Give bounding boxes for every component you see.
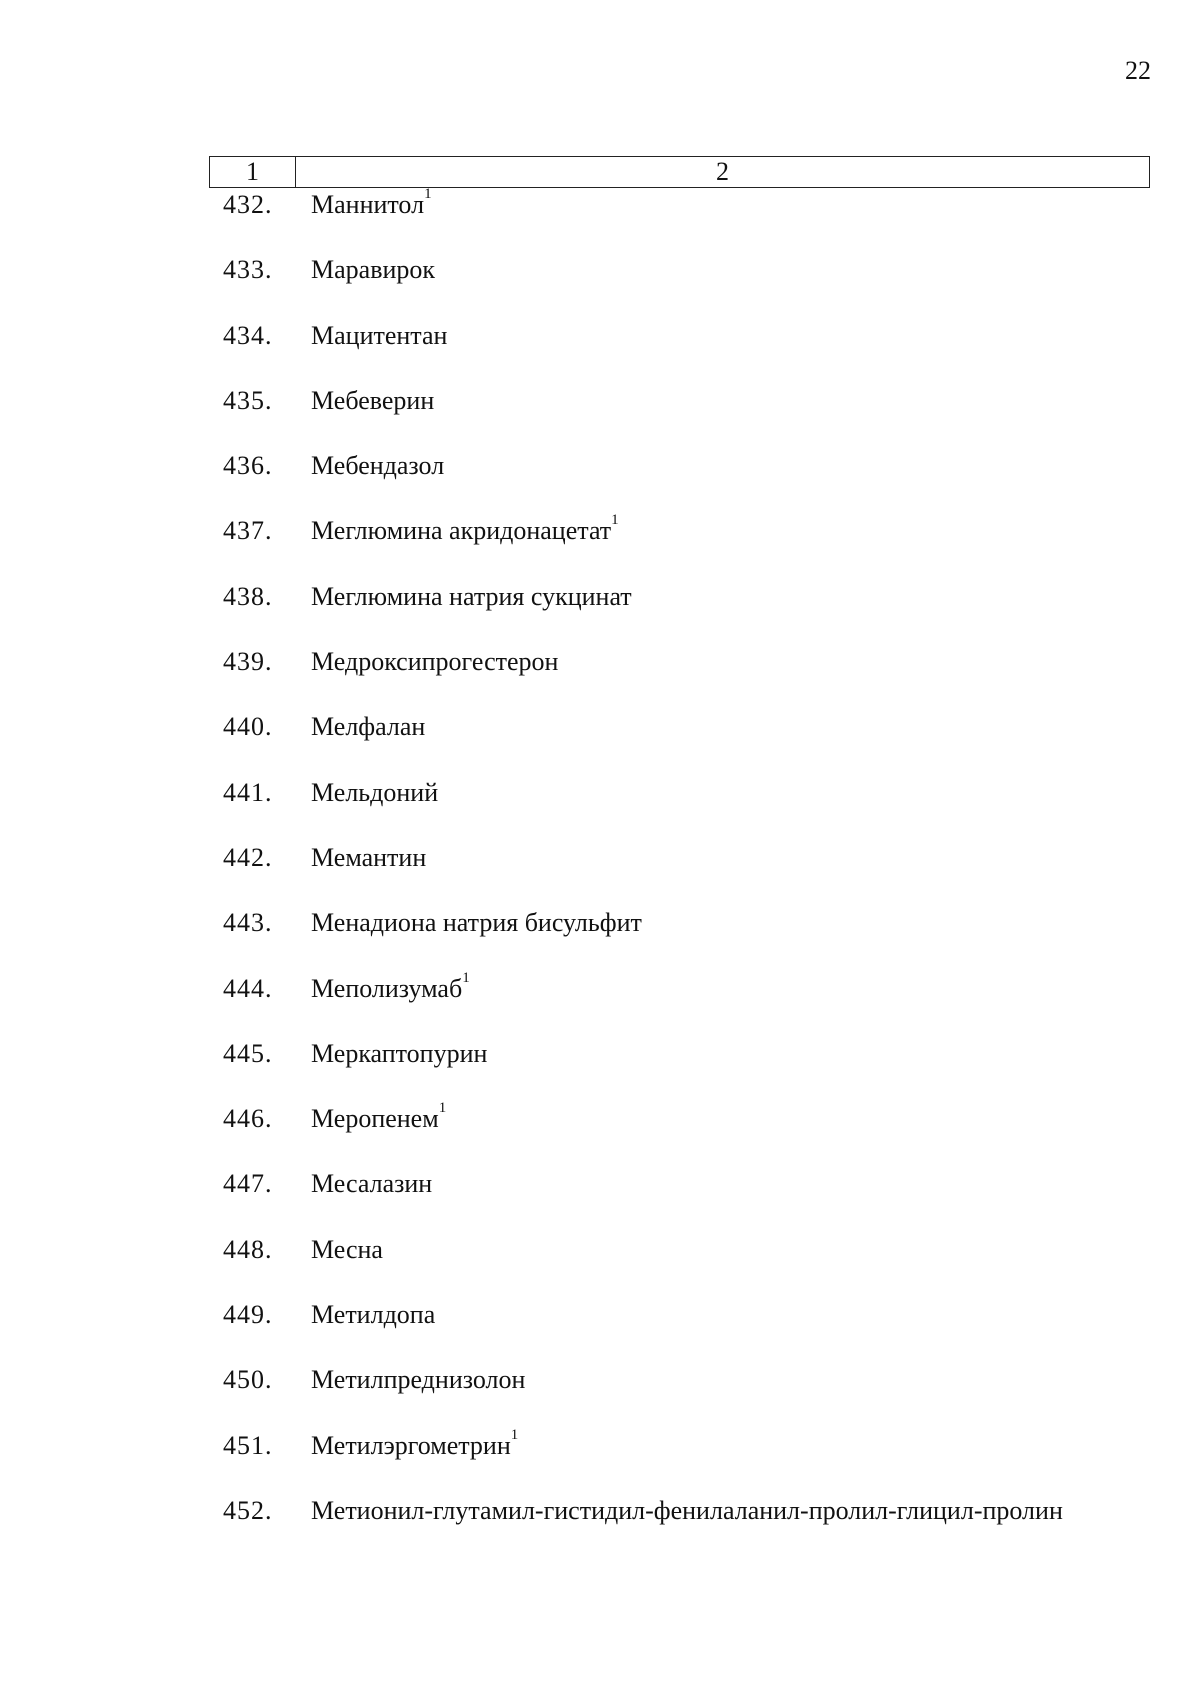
drug-name: Мелфалан [311,712,426,742]
row-number: 439. [223,647,273,677]
footnote-marker: 1 [462,969,470,986]
row-number: 452. [223,1495,273,1525]
table-row [209,451,1150,516]
table-row [209,1235,1150,1300]
drug-name: Мемантин [311,842,427,872]
table-row [209,1496,1150,1561]
table-row [209,186,1150,255]
drug-name: Меглюмина натрия сукцинат [311,581,632,611]
row-number: 446. [223,1104,273,1134]
drug-name: Мебендазол [311,451,445,481]
drug-name: Маравирок [311,255,436,285]
drug-name: Меркаптопурин [311,1038,488,1068]
row-number: 445. [223,1038,273,1068]
table-row [209,1169,1150,1234]
row-number: 443. [223,908,273,938]
table-row [209,908,1150,973]
table-row [209,778,1150,843]
drug-name: Мацитентан [311,320,448,350]
row-number: 437. [223,516,273,546]
table-row [209,582,1150,647]
row-number: 435. [223,385,273,415]
drug-name: Метилдопа [311,1300,436,1330]
drug-name: Мельдоний [311,777,439,807]
table-row [209,321,1150,386]
drug-name: Меполизумаб$^1$ [311,969,470,1003]
table-row [209,843,1150,908]
drug-name: Метилэргометрин$^1$ [311,1426,519,1460]
row-number: 433. [223,255,273,285]
row-number: 438. [223,581,273,611]
table-row [209,1365,1150,1430]
row-number: 442. [223,842,273,872]
row-number: 441. [223,777,273,807]
drug-name: Метионил-глутамил-гистидил-фенилаланил-пролил-глицил-пролин [311,1495,1063,1525]
table-header [209,156,1150,188]
row-number: 432. [223,190,273,219]
table-row [209,1039,1150,1104]
table-row [209,386,1150,451]
drug-name: Медроксипрогестерон [311,647,559,677]
row-number: 450. [223,1365,273,1395]
footnote-marker: 1 [510,1426,519,1443]
table-row [209,1426,1150,1496]
row-number: 436. [223,451,273,481]
drug-name: Меглюмина акридонацетат$^1$ [311,512,619,546]
table-row [209,647,1150,712]
table-row [209,969,1150,1039]
table-row [209,512,1150,581]
table-row [209,255,1150,320]
row-number: 448. [223,1234,273,1264]
row-number: 449. [223,1300,273,1330]
table-row [209,1100,1150,1169]
footnote-marker: 1 [424,186,432,202]
column-header-2: 2 [716,157,729,186]
footnote-marker: 1 [611,512,619,529]
table-row [209,1300,1150,1365]
column-header-1: 1 [210,157,296,187]
row-number: 447. [223,1169,273,1199]
row-number: 444. [223,973,273,1003]
row-number: 440. [223,712,273,742]
table-body [209,186,1150,1561]
drug-name: Мебеверин [311,385,435,415]
page-number: 22 [1125,56,1151,85]
drug-name: Менадиона натрия бисульфит [311,908,642,938]
table-row [209,712,1150,777]
drug-name: Месна [311,1234,383,1264]
drug-name: Месалазин [311,1169,433,1199]
row-number: 434. [223,320,273,350]
footnote-marker: 1 [438,1100,447,1117]
drug-name: Меропенем$^1$ [311,1100,447,1134]
row-number: 451. [223,1430,273,1460]
drug-name: Метилпреднизолон [311,1365,526,1395]
drug-name: Маннитол$^1$ [311,186,432,219]
